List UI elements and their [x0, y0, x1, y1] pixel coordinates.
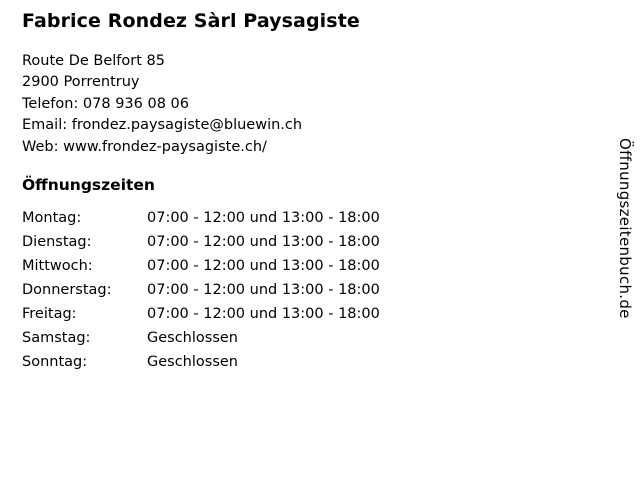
- day-hours: Geschlossen: [147, 354, 238, 371]
- table-row: [22, 234, 380, 258]
- table-row: [22, 306, 380, 330]
- address-city: 2900 Porrentruy: [22, 74, 140, 91]
- address-web: Web: www.frondez-paysagiste.ch/: [22, 138, 267, 155]
- table-row: [22, 282, 380, 306]
- opening-hours-heading: Öffnungszeiten: [22, 176, 155, 195]
- address-email: Email: frondez.paysagiste@bluewin.ch: [22, 117, 303, 134]
- page-title: Fabrice Rondez Sàrl Paysagiste: [22, 10, 360, 32]
- main-content: [22, 10, 592, 378]
- day-label: Sonntag:: [22, 354, 88, 371]
- watermark-text: Öffnungszeitenbuch.de: [616, 138, 634, 319]
- day-label: Dienstag:: [22, 234, 92, 251]
- opening-hours-table: [22, 210, 380, 378]
- day-hours: Geschlossen: [147, 330, 238, 347]
- address-block: [22, 51, 592, 159]
- day-hours: 07:00 - 12:00 und 13:00 - 18:00: [147, 306, 380, 323]
- day-label: Freitag:: [22, 306, 77, 323]
- day-hours: 07:00 - 12:00 und 13:00 - 18:00: [147, 234, 380, 251]
- table-row: [22, 210, 380, 234]
- address-street: Route De Belfort 85: [22, 52, 165, 69]
- table-row: [22, 354, 380, 378]
- table-row: [22, 258, 380, 282]
- day-hours: 07:00 - 12:00 und 13:00 - 18:00: [147, 282, 380, 299]
- day-label: Montag:: [22, 210, 82, 227]
- day-hours: 07:00 - 12:00 und 13:00 - 18:00: [147, 258, 380, 275]
- table-row: [22, 330, 380, 354]
- day-label: Donnerstag:: [22, 282, 112, 299]
- day-label: Mittwoch:: [22, 258, 93, 275]
- day-label: Samstag:: [22, 330, 91, 347]
- address-phone: Telefon: 078 936 08 06: [22, 95, 190, 112]
- day-hours: 07:00 - 12:00 und 13:00 - 18:00: [147, 210, 380, 227]
